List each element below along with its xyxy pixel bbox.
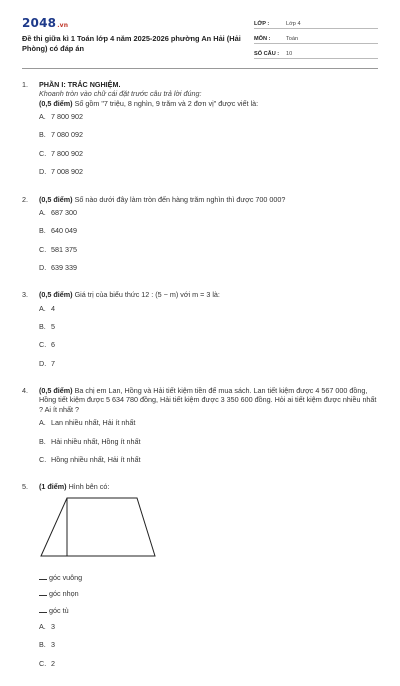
header-divider xyxy=(22,68,378,69)
section-instruction: Khoanh tròn vào chữ cái đặt trước câu trả lời đúng: xyxy=(39,89,202,99)
site-logo[interactable] xyxy=(22,16,68,32)
option-text: 3 xyxy=(51,640,55,650)
option-c[interactable] xyxy=(39,455,378,464)
meta-label: MÔN : xyxy=(254,35,271,42)
option-letter: A. xyxy=(39,303,46,313)
option-a[interactable] xyxy=(39,208,211,217)
option-a[interactable] xyxy=(39,304,211,313)
question-number: 4. xyxy=(22,386,28,396)
option-text: 3 xyxy=(51,622,55,632)
meta-info xyxy=(254,16,378,61)
option-text: 7 800 902 xyxy=(51,112,83,122)
option-text: 7 xyxy=(51,358,55,368)
question-1 xyxy=(22,80,378,186)
meta-value: Toán xyxy=(286,35,299,42)
option-text: 5 xyxy=(51,322,55,332)
option-a[interactable] xyxy=(39,112,211,121)
option-c[interactable] xyxy=(39,149,211,158)
option-c[interactable] xyxy=(39,340,211,349)
option-b[interactable] xyxy=(39,226,211,235)
question-points: (0,5 điểm) xyxy=(39,290,73,300)
answer-options xyxy=(39,418,378,473)
meta-row-class xyxy=(254,16,378,29)
option-letter: B. xyxy=(39,130,46,140)
option-text: 581 375 xyxy=(51,244,77,254)
answer-options xyxy=(39,622,378,677)
option-c[interactable] xyxy=(39,659,211,668)
question-points: (0,5 điểm) xyxy=(39,194,73,204)
question-number: 2. xyxy=(22,194,28,204)
question-number: 3. xyxy=(22,290,28,300)
option-text: 4 xyxy=(51,303,55,313)
option-letter: B. xyxy=(39,226,46,236)
logo-suffix: .vn xyxy=(57,22,69,29)
fill-obtuse-angle xyxy=(39,606,378,615)
option-letter: B. xyxy=(39,436,46,446)
question-text: Giá trị của biểu thức 12 : (5 − m) với m = 3 là: xyxy=(74,290,220,300)
option-b[interactable] xyxy=(39,322,211,331)
section-title: PHẦN I: TRẮC NGHIỆM. xyxy=(39,80,121,89)
question-text-line xyxy=(39,195,378,204)
option-text: 639 339 xyxy=(51,262,77,272)
fill-label: góc tù xyxy=(49,605,69,615)
option-letter: C. xyxy=(39,658,47,668)
option-d[interactable] xyxy=(39,359,211,368)
answer-options xyxy=(39,208,378,281)
option-letter: A. xyxy=(39,112,46,122)
question-5 xyxy=(22,482,378,677)
question-text: Hình bên có: xyxy=(68,482,110,492)
option-letter: B. xyxy=(39,640,46,650)
fill-acute-angle xyxy=(39,589,378,598)
option-a[interactable] xyxy=(39,418,211,427)
option-text: 6 xyxy=(51,340,55,350)
option-letter: B. xyxy=(39,322,46,332)
answer-options xyxy=(39,112,378,185)
section-title-line xyxy=(39,80,378,89)
option-text: Hải nhiều nhất, Hồng ít nhất xyxy=(51,436,141,446)
question-points: (1 điểm) xyxy=(39,482,67,492)
answer-options xyxy=(39,304,378,377)
option-d[interactable] xyxy=(39,263,211,272)
question-points: (0,5 điểm) xyxy=(39,98,73,108)
answer-blank[interactable] xyxy=(39,595,47,596)
meta-label: LỚP : xyxy=(254,20,270,27)
option-text: 687 300 xyxy=(51,207,77,217)
option-letter: D. xyxy=(39,262,47,272)
question-text-line xyxy=(39,290,378,299)
answer-blank[interactable] xyxy=(39,579,47,580)
question-number: 1. xyxy=(22,80,28,89)
question-text-line xyxy=(39,386,378,414)
fill-right-angle xyxy=(39,573,378,582)
question-number: 5. xyxy=(22,482,28,492)
logo-main: 2048 xyxy=(22,16,57,30)
option-b[interactable] xyxy=(39,130,211,139)
meta-value: Lớp 4 xyxy=(286,20,301,27)
option-letter: C. xyxy=(39,454,47,464)
question-points: (0,5 điểm) xyxy=(39,386,73,396)
fill-label: góc nhọn xyxy=(49,589,79,599)
option-letter: D. xyxy=(39,358,47,368)
question-text: Ba chị em Lan, Hồng và Hải tiết kiệm tiền để mua sách. Lan tiết kiệm được 4 567 000 đồng, Hồng tiết kiệm được 5 634 780 đồng, Hải tiết kiệm được 3 350 600 đồng. Hỏi ai tiết kiệm được nhiều nhất ? Ai ít nhất ? xyxy=(39,386,377,414)
document-header xyxy=(22,14,378,60)
option-d[interactable] xyxy=(39,167,211,176)
option-letter: C. xyxy=(39,340,47,350)
question-text-line xyxy=(39,482,378,491)
question-text-line xyxy=(39,99,378,108)
answer-blank[interactable] xyxy=(39,612,47,613)
option-a[interactable] xyxy=(39,622,211,631)
option-letter: A. xyxy=(39,622,46,632)
question-3 xyxy=(22,290,378,377)
option-text: Hồng nhiều nhất, Hải ít nhất xyxy=(51,454,141,464)
meta-label: SỐ CÂU : xyxy=(254,50,280,57)
fill-label: góc vuông xyxy=(49,572,83,582)
trapezoid-shape xyxy=(41,498,155,556)
option-text: 2 xyxy=(51,658,55,668)
document-title: Đề thi giữa kì 1 Toán lớp 4 năm 2025-2026 phường An Hải (Hải Phòng) có đáp án xyxy=(22,34,241,53)
option-text: 7 008 902 xyxy=(51,167,83,177)
option-text: Lan nhiều nhất, Hải ít nhất xyxy=(51,418,136,428)
option-letter: C. xyxy=(39,148,47,158)
option-letter: C. xyxy=(39,244,47,254)
option-letter: A. xyxy=(39,207,46,217)
question-text: Số gồm "7 triệu, 8 nghìn, 9 trăm và 2 đơn vị" được viết là: xyxy=(74,98,259,108)
option-b[interactable] xyxy=(39,437,211,446)
option-text: 640 049 xyxy=(51,226,77,236)
meta-row-subject xyxy=(254,31,378,44)
option-b[interactable] xyxy=(39,640,211,649)
trapezoid-figure xyxy=(39,496,159,558)
option-c[interactable] xyxy=(39,245,211,254)
option-text: 7 800 902 xyxy=(51,148,83,158)
meta-value: 10 xyxy=(286,50,293,57)
meta-row-count xyxy=(254,46,378,59)
option-text: 7 080 092 xyxy=(51,130,83,140)
question-4 xyxy=(22,386,378,473)
exam-content xyxy=(22,80,378,686)
question-2 xyxy=(22,195,378,282)
option-letter: A. xyxy=(39,418,46,428)
option-letter: D. xyxy=(39,167,47,177)
question-text: Số nào dưới đây làm tròn đến hàng trăm nghìn thì được 700 000? xyxy=(74,194,286,204)
